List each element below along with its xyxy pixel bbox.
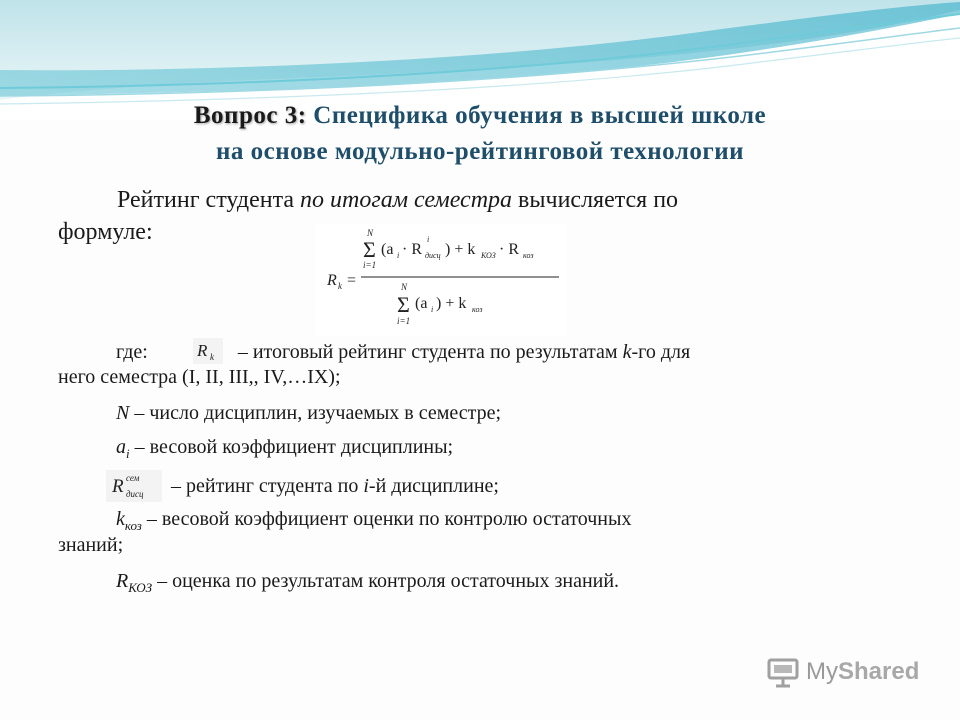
svg-text:дисц: дисц xyxy=(425,251,441,260)
rd-text: – рейтинг студента по xyxy=(171,475,359,497)
intro-text-2: вычисляется по xyxy=(518,187,679,213)
svg-text:Σ: Σ xyxy=(397,292,410,317)
a-text: – весовой коэффициент дисциплины; xyxy=(134,436,454,458)
svg-text:(a: (a xyxy=(381,241,394,258)
rk-text2: -го для xyxy=(631,341,691,363)
svg-text:N: N xyxy=(367,228,374,238)
definition-rk-cont: него семестра (I, II, III,, IV,…IX); xyxy=(58,366,341,388)
question-label: Вопрос 3: xyxy=(193,102,307,129)
title-line1: Специфика обучения в высшей школе xyxy=(313,102,767,129)
svg-text:Σ: Σ xyxy=(363,237,376,262)
title-line2: на основе модульно-рейтинговой технологии xyxy=(215,138,745,165)
svg-text:R: R xyxy=(327,272,337,289)
svg-text:· R: · R xyxy=(499,241,519,258)
svg-text:i: i xyxy=(427,235,430,244)
svg-text:сем: сем xyxy=(126,473,140,483)
r-disc-symbol-icon xyxy=(106,470,162,502)
definition-n xyxy=(58,400,946,426)
svg-text:дисц: дисц xyxy=(126,489,144,499)
r-subscript: КОЗ xyxy=(128,580,153,595)
intro-text-1: Рейтинг студента xyxy=(117,187,294,213)
intro-paragraph xyxy=(117,186,877,214)
rd-i: i xyxy=(363,475,369,497)
n-text: – число дисциплин, изучаемых в семестре; xyxy=(134,402,502,424)
svg-text:=: = xyxy=(347,272,357,289)
where-label: где: xyxy=(116,341,148,363)
slide-title xyxy=(60,98,900,170)
svg-text:) + k: ) + k xyxy=(445,241,476,258)
rd-text2: -й дисциплине; xyxy=(368,475,499,497)
definition-k-cont: знаний; xyxy=(58,534,124,556)
k-subscript: коз xyxy=(124,518,142,533)
rk-text: – итоговый рейтинг студента по результатам xyxy=(237,341,618,363)
svg-text:k: k xyxy=(338,281,342,291)
definition-rdisc xyxy=(58,470,946,502)
r-text: – оценка по результатам контроля остаточных знаний. xyxy=(157,570,620,592)
svg-text:коз: коз xyxy=(523,251,534,260)
rk-k: k xyxy=(622,341,632,363)
intro-italic: по итогам семестра xyxy=(300,187,513,213)
definition-a xyxy=(58,434,946,467)
svg-text:коз: коз xyxy=(472,305,483,314)
svg-text:R: R xyxy=(112,476,124,497)
myshared-logo xyxy=(766,656,919,688)
rating-formula xyxy=(315,224,567,336)
svg-text:(a: (a xyxy=(415,295,428,312)
svg-text:N: N xyxy=(401,282,408,292)
logo-text-strong: Shared xyxy=(838,658,920,685)
svg-text:i=1: i=1 xyxy=(397,316,411,326)
svg-text:R: R xyxy=(196,341,208,360)
a-subscript: i xyxy=(126,446,130,461)
a-symbol: a xyxy=(116,436,126,458)
k-text: – весовой коэффициент оценки по контролю остаточных xyxy=(146,508,632,530)
rk-symbol-icon xyxy=(193,338,223,364)
intro-line2: формуле: xyxy=(58,219,153,245)
svg-text:КОЗ: КОЗ xyxy=(481,251,496,260)
svg-text:i: i xyxy=(397,251,400,260)
definition-rk xyxy=(58,338,946,365)
svg-text:i: i xyxy=(431,305,434,314)
svg-text:k: k xyxy=(209,352,214,362)
r-symbol: R xyxy=(116,570,129,592)
svg-text:) + k: ) + k xyxy=(436,295,467,312)
svg-text:· R: · R xyxy=(402,241,422,258)
logo-text-light: My xyxy=(806,658,838,685)
definition-r xyxy=(58,568,946,601)
presentation-board-icon xyxy=(766,656,800,688)
svg-text:i=1: i=1 xyxy=(363,260,377,270)
n-symbol: N xyxy=(116,402,130,424)
k-symbol: k xyxy=(116,508,125,530)
